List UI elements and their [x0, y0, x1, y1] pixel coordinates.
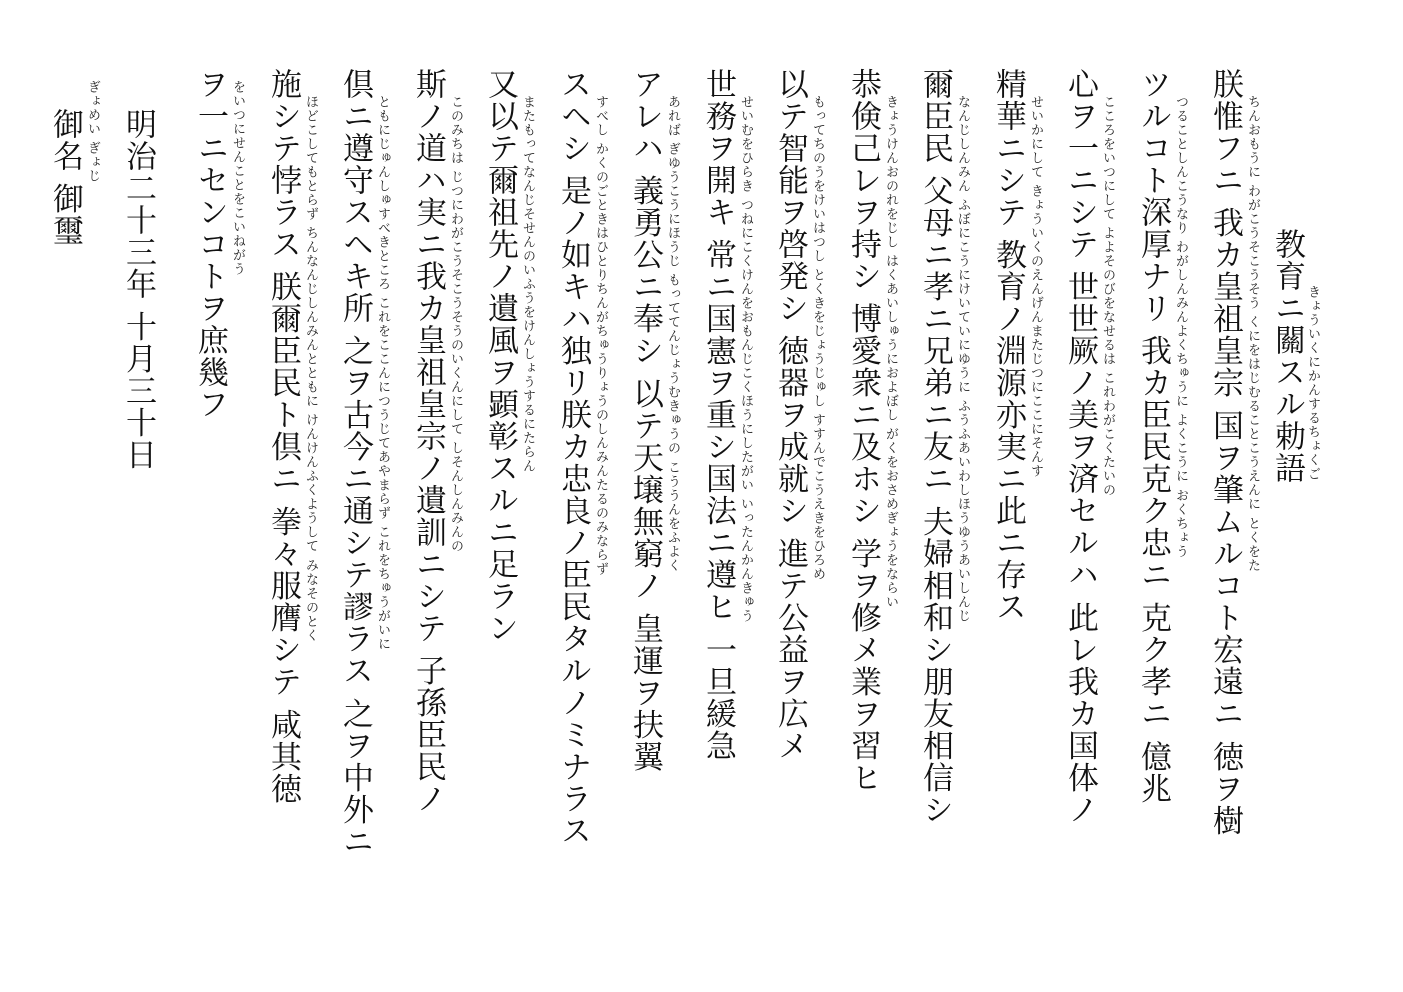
line-text: ヲ一ニセンコトヲ庶幾フ: [192, 68, 228, 420]
line-text: 世務ヲ開キ 常ニ国憲ヲ重シ国法ニ遵ヒ 一旦緩急: [700, 68, 736, 762]
document-title: 教育ニ關スル勅語: [1269, 228, 1305, 484]
line-text: 朕惟フニ 我カ皇祖皇宗 国ヲ肇ムルコト宏遠ニ 徳ヲ樹: [1207, 68, 1243, 837]
text-column-6: [834, 0, 898, 992]
line-text: 倶ニ遵守スヘキ所 之ヲ古今ニ通シテ謬ラス 之ヲ中外ニ: [337, 68, 373, 858]
line-text: スヘシ 是ノ如キハ独リ朕カ忠良ノ臣民タルノミナラス: [555, 68, 591, 847]
line-text: 施シテ悖ラス 朕爾臣民ト倶ニ 拳々服膺シテ 咸其徳: [265, 68, 301, 805]
line-furigana: つることしんこうなり わがしんみんよくちゅうに よくこうに おくちょう: [1173, 95, 1188, 559]
text-column-11: [471, 0, 535, 992]
line-furigana: すべし かくのごときはひとりちんがちゅうりょうのしんみんたるのみならず: [593, 95, 608, 577]
line-text: 御名 御璽: [47, 108, 83, 247]
line-text: ツルコト深厚ナリ 我カ臣民克ク忠ニ 克ク孝ニ 億兆: [1135, 68, 1171, 805]
text-column-1: [1196, 0, 1260, 992]
line-text: 明治二十三年 十月三十日: [120, 108, 156, 471]
text-column-12: [399, 0, 463, 992]
line-furigana: ちんおもうに わがこうそこうそう くにをはじむることこうえんに とくをた: [1245, 95, 1260, 573]
line-furigana: きょうけんおのれをじし はくあいしゅうにおよぼし がくをおさめぎょうをならい: [883, 95, 898, 610]
line-furigana: もってちのうをけいはつし とくきをじょうじゅし すすんでこうえきをひろめ: [810, 95, 825, 582]
line-text: 心ヲ一ニシテ 世世厥ノ美ヲ済セルハ 此レ我カ国体ノ: [1062, 68, 1098, 826]
line-text: 以テ智能ヲ啓発シ 徳器ヲ成就シ 進テ公益ヲ広メ: [772, 68, 808, 762]
text-column-16: [109, 0, 173, 992]
text-column-2: [1124, 0, 1188, 992]
text-column-7: [761, 0, 825, 992]
text-column-8: [689, 0, 753, 992]
line-furigana: あれば ぎゆうこうにほうじ もっててんじょうむきゅうの こううんをふよく: [665, 95, 680, 573]
line-text: 斯ノ道ハ実ニ我カ皇祖皇宗ノ遺訓ニシテ 子孫臣民ノ: [410, 68, 446, 815]
text-column-5: [906, 0, 970, 992]
line-furigana: またもってなんじそせんのいふうをけんしょうするにたらん: [520, 95, 535, 473]
line-furigana: せいむをひらき つねにこくけんをおもんじこくほうにしたがい いったんかんきゅう: [738, 95, 753, 624]
text-column-4: [979, 0, 1043, 992]
line-furigana: ぎょめい ぎょじ: [85, 80, 100, 184]
text-column-14: [254, 0, 318, 992]
text-column-17: [36, 0, 100, 992]
text-column-13: [326, 0, 390, 992]
line-text: 精華ニシテ 教育ノ淵源亦実ニ此ニ存ス: [990, 68, 1026, 623]
text-column-9: [616, 0, 680, 992]
line-furigana: ともにじゅんしゅすべきところ これをここんにつうじてあやまらず これをちゅうがいに: [375, 95, 390, 652]
line-text: 又以テ爾祖先ノ遺風ヲ顕彰スルニ足ラン: [482, 68, 518, 644]
text-column-15: [181, 0, 245, 992]
document-title-column: [1256, 0, 1320, 992]
line-text: 爾臣民 父母ニ孝ニ兄弟ニ友ニ 夫婦相和シ朋友相信シ: [917, 68, 953, 826]
line-text: アレハ 義勇公ニ奉シ 以テ天壌無窮ノ 皇運ヲ扶翼: [627, 68, 663, 773]
line-furigana: こころをいつにして よよそのびをなせるは これわがこくたいの: [1100, 95, 1115, 498]
line-furigana: をいつにせんことをこいねがう: [230, 80, 245, 276]
line-furigana: ほどこしてもとらず ちんなんじしんみんとともに けんけんふくようして みなそのとく: [303, 95, 318, 643]
text-column-3: [1051, 0, 1115, 992]
line-furigana: このみちは じつにわがこうそこうそうのいくんにして しそんしんみんの: [448, 95, 463, 554]
line-furigana: なんじしんみん ふぼにこうにけいていにゆうに ふうふあいわしほうゆうあいしんじ: [955, 95, 970, 624]
text-column-10: [544, 0, 608, 992]
title-furigana: きょういくにかんするちょくご: [1305, 285, 1320, 481]
line-furigana: せいかにして きょういくのえんげんまたじつにここにそんす: [1028, 95, 1043, 479]
line-text: 恭倹己レヲ持シ 博愛衆ニ及ホシ 学ヲ修メ業ヲ習ヒ: [845, 68, 881, 794]
